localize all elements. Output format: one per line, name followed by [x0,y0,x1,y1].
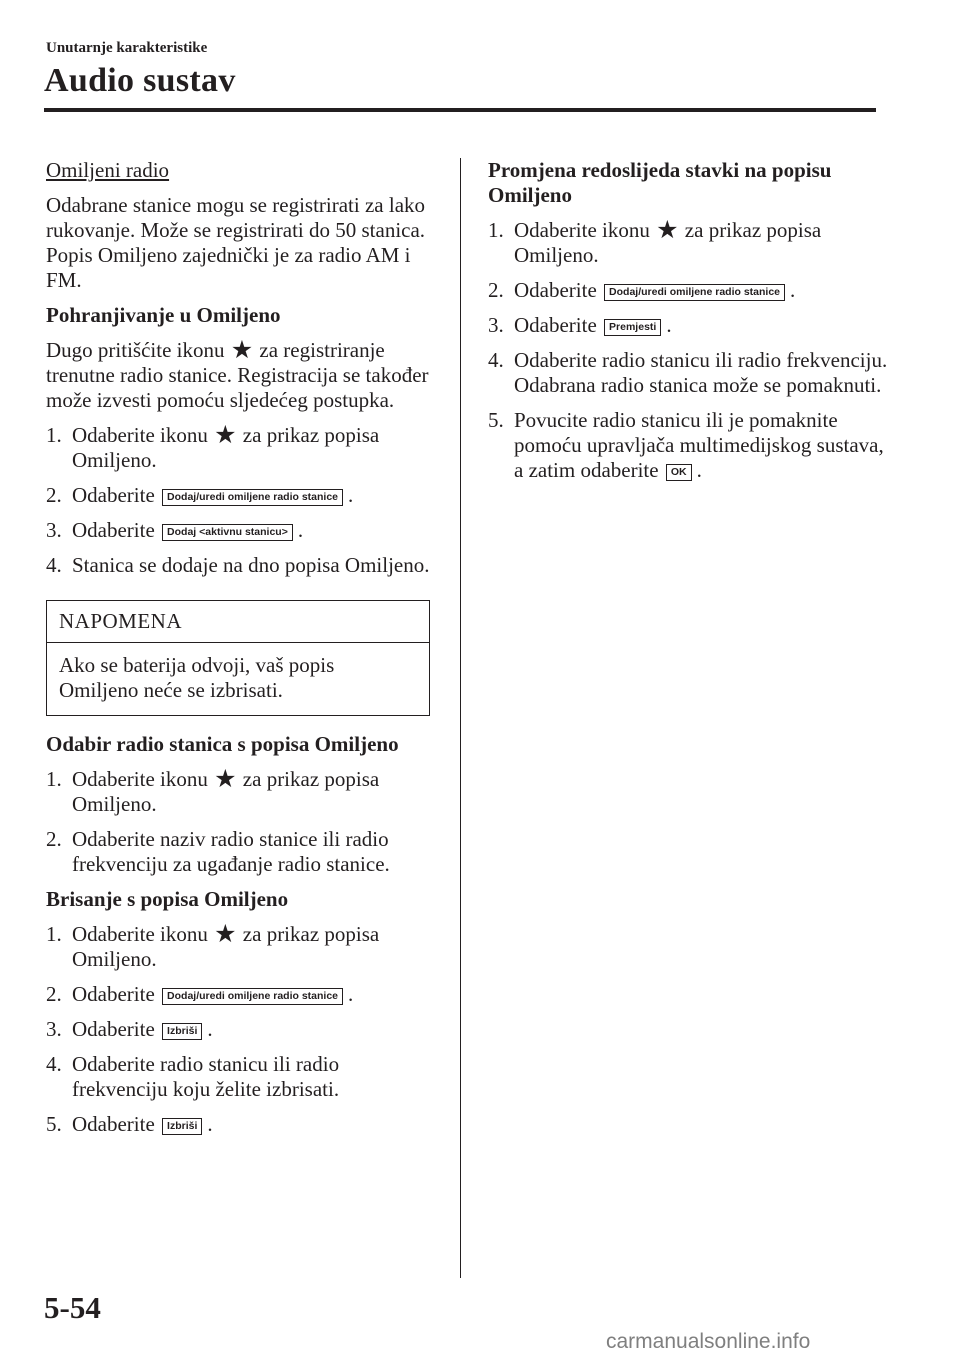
star-icon: ★ [656,217,679,244]
note-title: NAPOMENA [47,601,429,643]
step-punct: . [207,1017,213,1041]
left-column [46,158,436,1147]
watermark: carmanualsonline.info [606,1330,811,1353]
list-item [46,483,436,508]
step-number: 5. [46,1112,62,1136]
list-item [488,348,888,398]
add-active-station-button[interactable]: Dodaj <aktivnu stanicu> [162,524,293,541]
step-text: Povucite radio stanicu ili je pomaknite pomoću upravljača multimedijskog sustava, a zatim odaberite [514,408,884,482]
list-item [46,1052,436,1102]
star-icon: ★ [214,766,237,793]
step-number: 5. [488,408,504,432]
list-item [46,922,436,972]
step-text: Odaberite radio stanicu ili radio frekvenciju koju želite izbrisati. [72,1052,340,1101]
store-text-after: za registriranje trenutne radio stanice. Registracija se također može izvesti pomoću sljedećeg postupka. [46,338,429,412]
store-text-before: Dugo pritišćite ikonu [46,338,225,362]
step-text: Odaberite [72,1112,155,1136]
step-text: Odaberite [72,483,155,507]
step-text: Odaberite [72,982,155,1006]
step-text: za prikaz popisa Omiljeno. [72,423,380,472]
step-punct: . [696,458,702,482]
step-text: Odaberite [72,518,155,542]
list-item [488,313,888,338]
step-punct: . [666,313,672,337]
step-number: 3. [46,518,62,542]
reorder-heading: Promjena redoslijeda stavki na popisu Omiljeno [488,158,832,207]
step-number: 4. [46,1052,62,1076]
step-punct: . [348,982,354,1006]
step-text: za prikaz popisa Omiljeno. [514,218,822,267]
star-icon: ★ [214,422,237,449]
step-number: 1. [46,423,62,447]
step-number: 1. [488,218,504,242]
list-item [488,218,888,268]
chapter-title: Audio sustav [44,62,236,99]
list-item [488,408,888,483]
step-number: 2. [488,278,504,302]
step-text: Odaberite [514,278,597,302]
note-box [46,600,430,716]
header-rule [44,108,876,112]
step-number: 4. [488,348,504,372]
step-text: Odaberite ikonu [514,218,650,242]
step-text: Odaberite [72,1017,155,1041]
step-text: Odaberite [514,313,597,337]
edit-favorites-button[interactable]: Dodaj/uredi omiljene radio stanice [162,988,343,1005]
right-column [488,158,888,493]
step-text: Odaberite ikonu [72,423,208,447]
step-number: 3. [488,313,504,337]
list-item [46,1017,436,1042]
star-icon: ★ [230,337,254,364]
store-paragraph [46,338,436,413]
delete-heading: Brisanje s popisa Omiljeno [46,887,289,911]
step-number: 2. [46,982,62,1006]
delete-button[interactable]: Izbriši [162,1023,202,1040]
list-item [46,423,436,473]
list-item [46,553,436,578]
step-number: 4. [46,553,62,577]
step-number: 3. [46,1017,62,1041]
store-heading: Pohranjivanje u Omiljeno [46,303,281,327]
step-number: 1. [46,922,62,946]
step-text: za prikaz popisa Omiljeno. [72,922,380,971]
step-punct: . [790,278,796,302]
step-punct: . [207,1112,213,1136]
edit-favorites-button[interactable]: Dodaj/uredi omiljene radio stanice [162,489,343,506]
star-icon: ★ [214,921,237,948]
step-text: Stanica se dodaje na dno popisa Omiljeno. [72,553,430,577]
step-number: 2. [46,483,62,507]
step-text: za prikaz popisa Omiljeno. [72,767,380,816]
step-punct: . [348,483,354,507]
step-text: Odaberite ikonu [72,767,208,791]
list-item [46,982,436,1007]
intro-paragraph: Odabrane stanice mogu se registrirati za lako rukovanje. Može se registrirati do 50 stanica. Popis Omiljeno zajednički je za radio AM i FM. [46,193,426,292]
ok-button[interactable]: OK [666,464,692,481]
page-number: 5-54 [44,1290,101,1325]
note-body: Ako se baterija odvoji, vaš popis Omiljeno neće se izbrisati. [59,653,335,702]
list-item [46,518,436,543]
step-number: 2. [46,827,62,851]
section-label: Unutarnje karakteristike [46,40,208,56]
edit-favorites-button[interactable]: Dodaj/uredi omiljene radio stanice [604,284,785,301]
step-punct: . [297,518,304,542]
list-item [46,827,436,877]
step-text: Odaberite radio stanicu ili radio frekvenciju. Odabrana radio stanica može se pomaknuti. [514,348,888,397]
list-item [46,1112,436,1137]
delete-button[interactable]: Izbriši [162,1118,202,1135]
topic-title: Omiljeni radio [46,158,170,182]
step-number: 1. [46,767,62,791]
step-text: Odaberite naziv radio stanice ili radio frekvenciju za ugađanje radio stanice. [72,827,390,876]
move-button[interactable]: Premjesti [604,319,661,336]
select-heading: Odabir radio stanica s popisa Omiljeno [46,732,399,756]
list-item [488,278,888,303]
column-divider [460,158,461,1278]
list-item [46,767,436,817]
step-text: Odaberite ikonu [72,922,208,946]
